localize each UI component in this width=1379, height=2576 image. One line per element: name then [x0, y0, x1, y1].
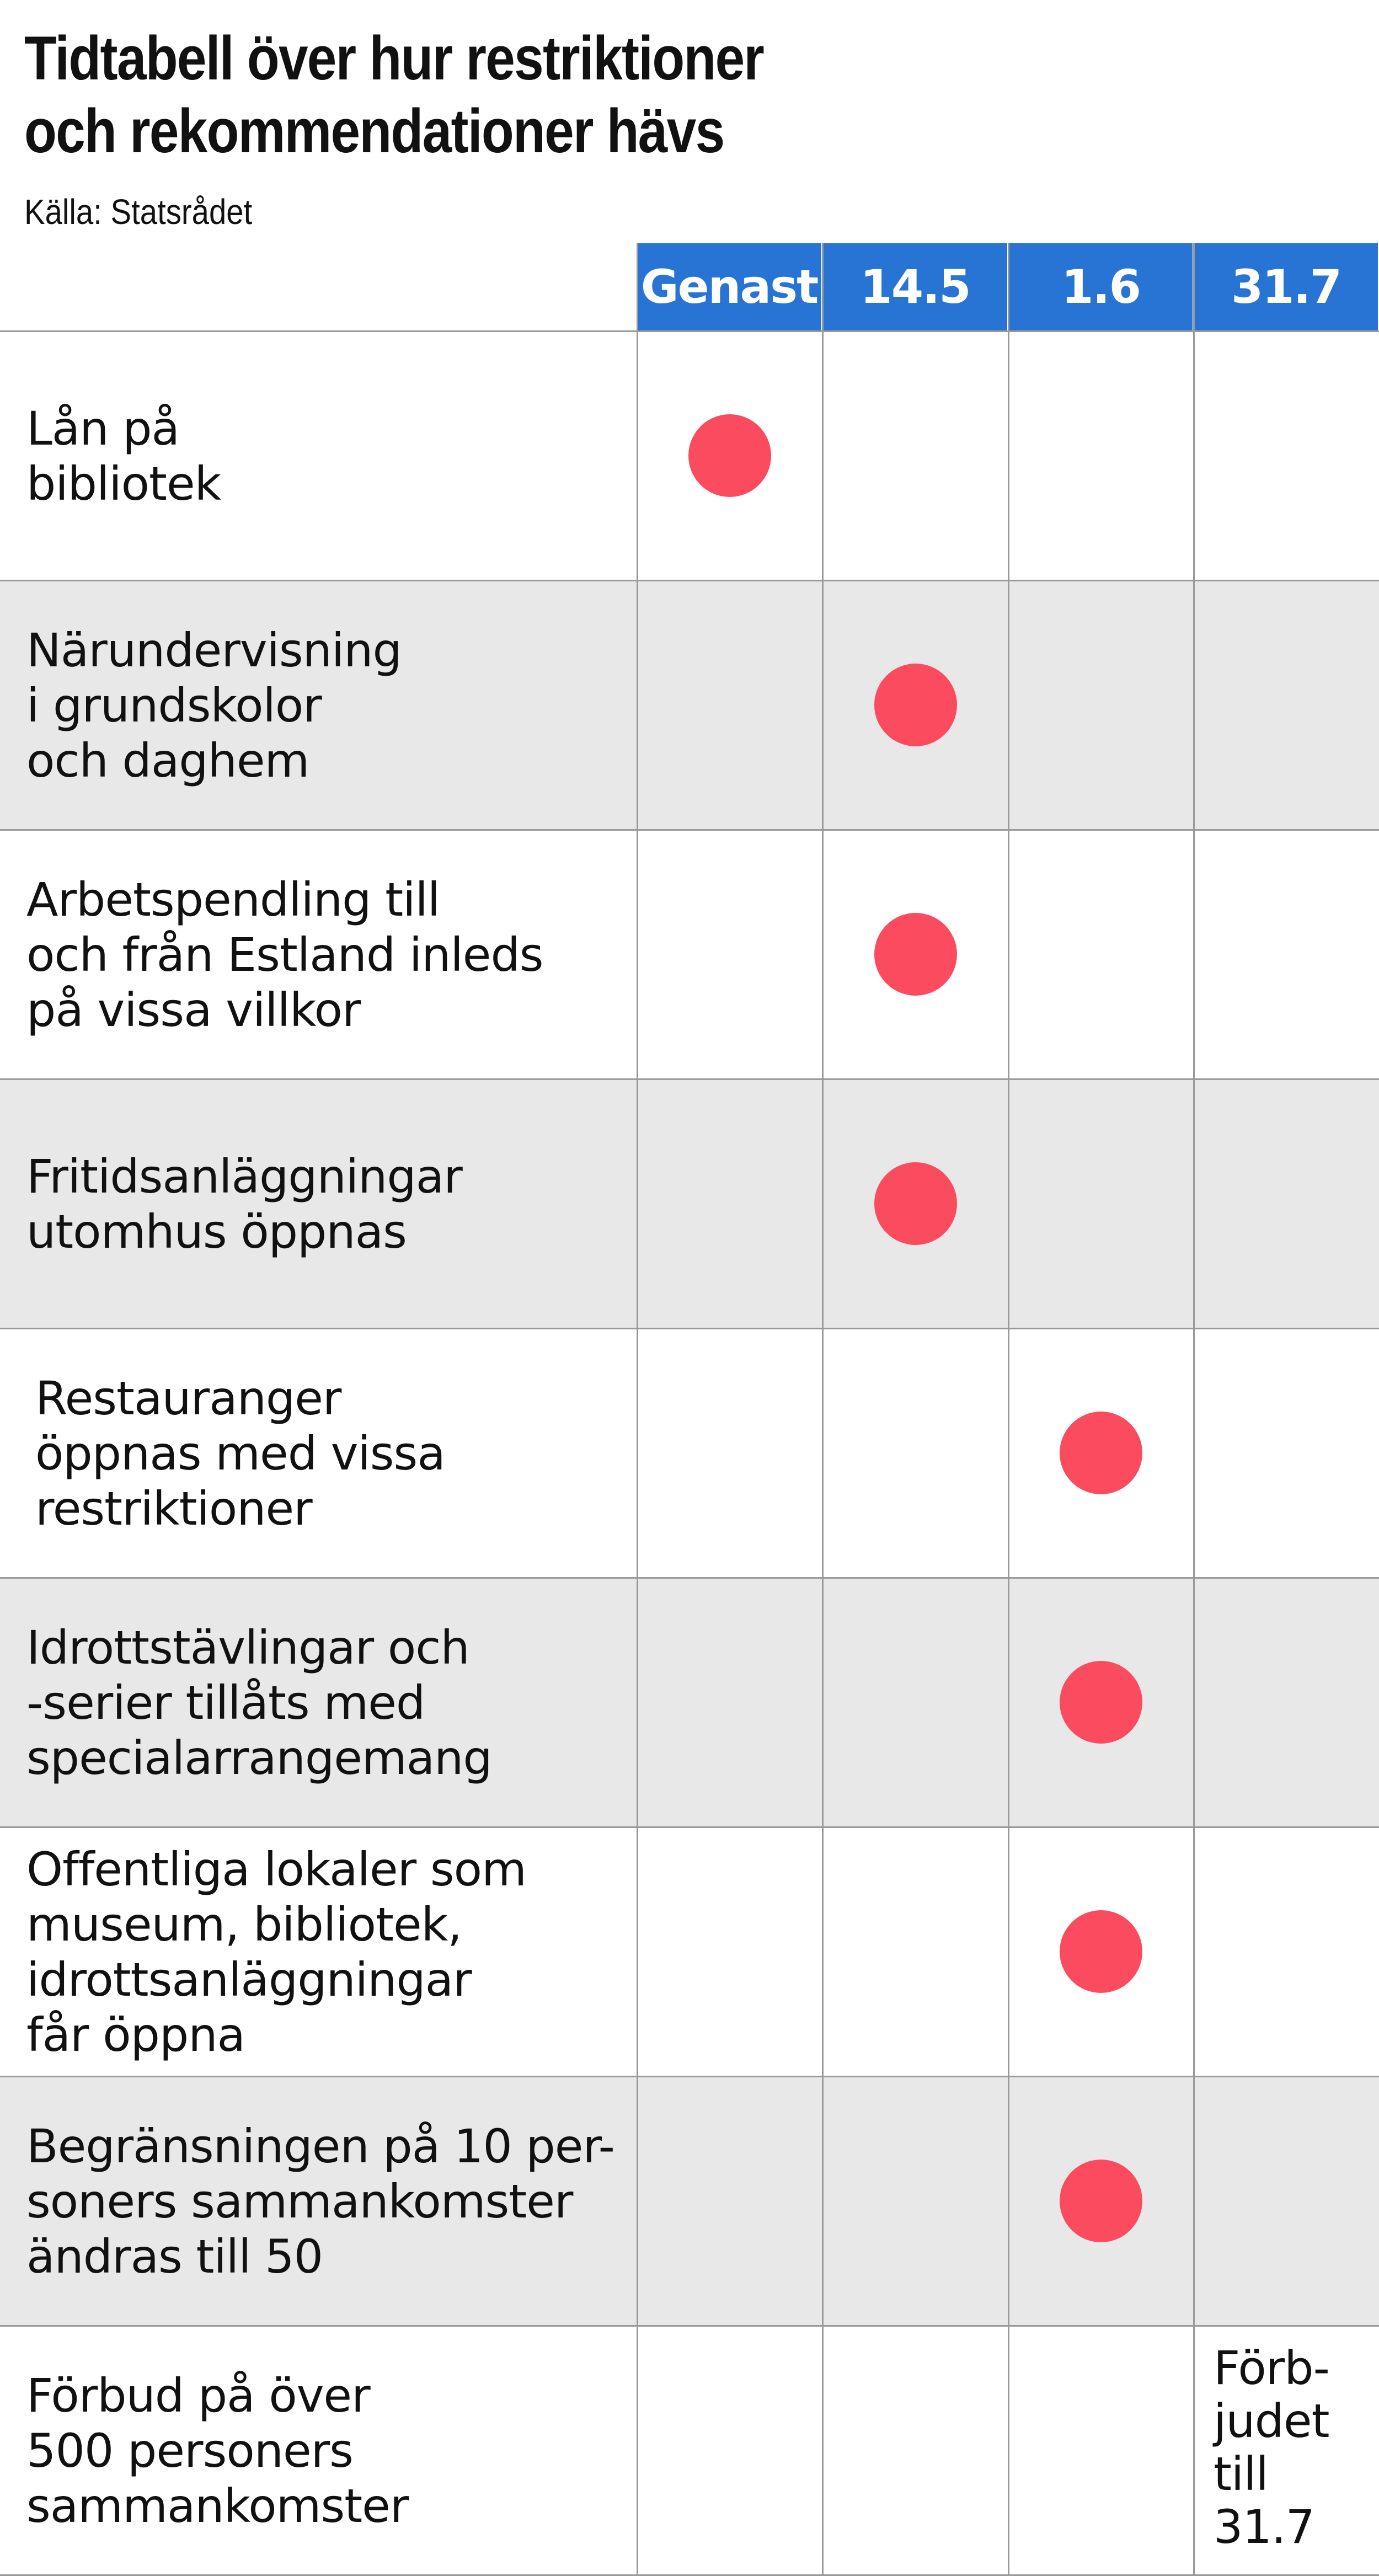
column-header-2: 14.5 — [823, 243, 1007, 330]
column-divider — [1193, 243, 1195, 2575]
title-line-2: och rekommendationer hävs — [24, 97, 724, 165]
row-label: Arbetspendling till och från Estland inleds på vissa villkor — [26, 873, 543, 1037]
column-divider — [637, 243, 638, 2575]
row-label: Idrottstävlingar och -serier tillåts med specialarrangemang — [26, 1621, 492, 1785]
marker-dot — [874, 664, 957, 746]
column-header-4: 31.7 — [1194, 243, 1378, 330]
marker-dot — [1060, 1910, 1142, 1993]
marker-dot — [874, 1162, 957, 1245]
row-label: Lån på bibliotek — [26, 402, 221, 511]
row-label: Fritidsanläggningar utomhus öppnas — [26, 1150, 462, 1259]
marker-dot — [688, 414, 771, 497]
marker-dot — [1060, 2160, 1142, 2242]
row-label: Närundervisning i grundskolor och daghem — [26, 623, 402, 788]
row-label: Förbud på över 500 personers sammankomster — [26, 2369, 409, 2533]
row-label: Begränsningen på 10 per- soners sammankomster ändras till 50 — [26, 2119, 614, 2284]
marker-dot — [874, 913, 957, 996]
row-label: Offentliga lokaler som museum, bibliotek, idrottsanläggningar får öppna — [26, 1842, 526, 2062]
cell-note: Förb- judet till 31.7 — [1214, 2341, 1329, 2554]
column-header-1: Genast — [637, 243, 821, 330]
column-header-3: 1.6 — [1009, 243, 1193, 330]
column-divider — [1008, 243, 1009, 2575]
marker-dot — [1060, 1412, 1142, 1494]
row-label: Restauranger öppnas med vissa restriktioner — [35, 1371, 445, 1536]
marker-dot — [1060, 1661, 1142, 1744]
column-divider — [822, 243, 824, 2575]
source-note: Källa: Statsrådet — [24, 192, 253, 232]
title-line-1: Tidtabell över hur restriktioner — [24, 24, 764, 93]
